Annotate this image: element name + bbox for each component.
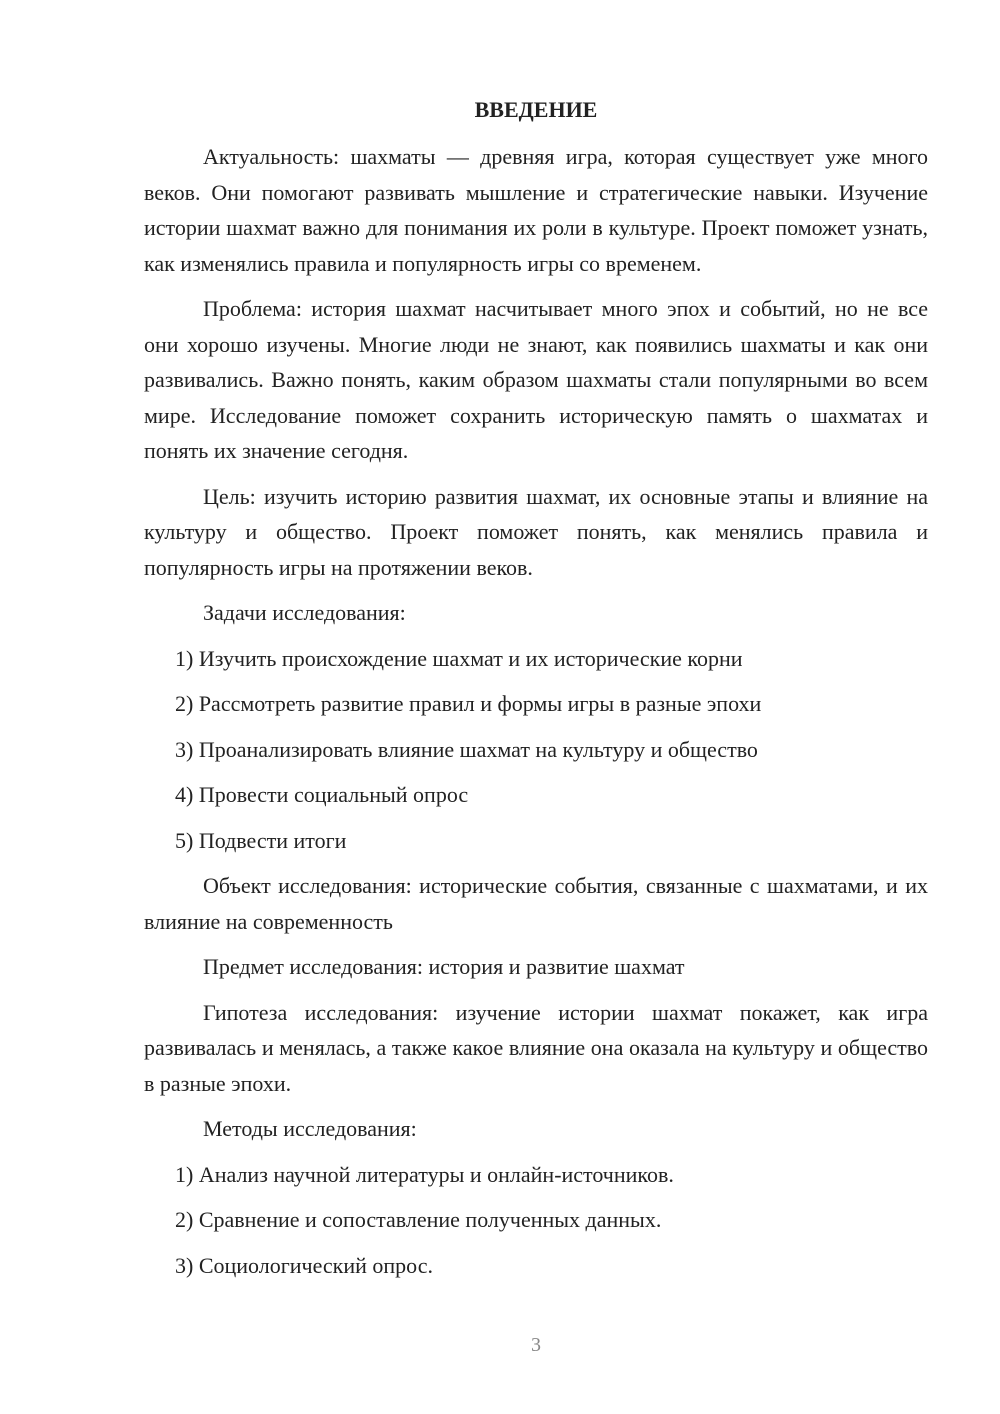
goal-paragraph: Цель: изучить историю развития шахмат, их основные этапы и влияние на культуру и общество. Проект поможет понять, как менялись правила и популярность игры на протяжении веков. bbox=[144, 483, 928, 580]
list-item: 1) Изучить происхождение шахмат и их исторические корни bbox=[175, 645, 743, 671]
list-item: 4) Провести социальный опрос bbox=[175, 782, 469, 807]
list-item: 5) Подвести итоги bbox=[175, 827, 347, 853]
methods-heading: Методы исследования: bbox=[203, 1116, 417, 1141]
object-paragraph: Объект исследования: исторические события, связанные с шахматами, и их влияние на современность bbox=[144, 873, 928, 934]
problem-paragraph: Проблема: история шахмат насчитывает много эпох и событий, но не все они хорошо изучены. Многие люди не знают, как появились шахматы и как они развивались. Важно понять, каким образом шахматы стали популярными во всем мире. Исследование поможет сохранить историческую память о шахматах и понять их значение сегодня. bbox=[144, 296, 928, 463]
subject-line: Предмет исследования: история и развитие шахмат bbox=[203, 954, 685, 979]
methods-list bbox=[144, 1157, 928, 1284]
page-number: 3 bbox=[531, 1334, 541, 1356]
hypothesis-paragraph: Гипотеза исследования: изучение истории шахмат покажет, как игра развивалась и менялась, а также какое влияние она оказала на культуру и общество в разные эпохи. bbox=[144, 999, 928, 1096]
tasks-heading: Задачи исследования: bbox=[203, 600, 406, 625]
document-page bbox=[144, 92, 928, 1293]
list-item: 3) Проанализировать влияние шахмат на культуру и общество bbox=[175, 736, 758, 762]
list-item: 3) Социологический опрос. bbox=[175, 1252, 433, 1278]
list-item: 2) Сравнение и сопоставление полученных данных. bbox=[175, 1207, 662, 1232]
tasks-list bbox=[144, 641, 928, 859]
page-title: ВВЕДЕНИЕ bbox=[474, 97, 598, 122]
list-item: 2) Рассмотреть развитие правил и формы игры в разные эпохи bbox=[175, 691, 762, 716]
relevance-paragraph: Актуальность: шахматы — древняя игра, которая существует уже много веков. Они помогают развивать мышление и стратегические навыки. Изучение истории шахмат важно для понимания их роли в культуре. Проект поможет узнать, как изменялись правила и популярность игры со временем. bbox=[144, 144, 928, 276]
list-item: 1) Анализ научной литературы и онлайн-источников. bbox=[175, 1161, 674, 1187]
